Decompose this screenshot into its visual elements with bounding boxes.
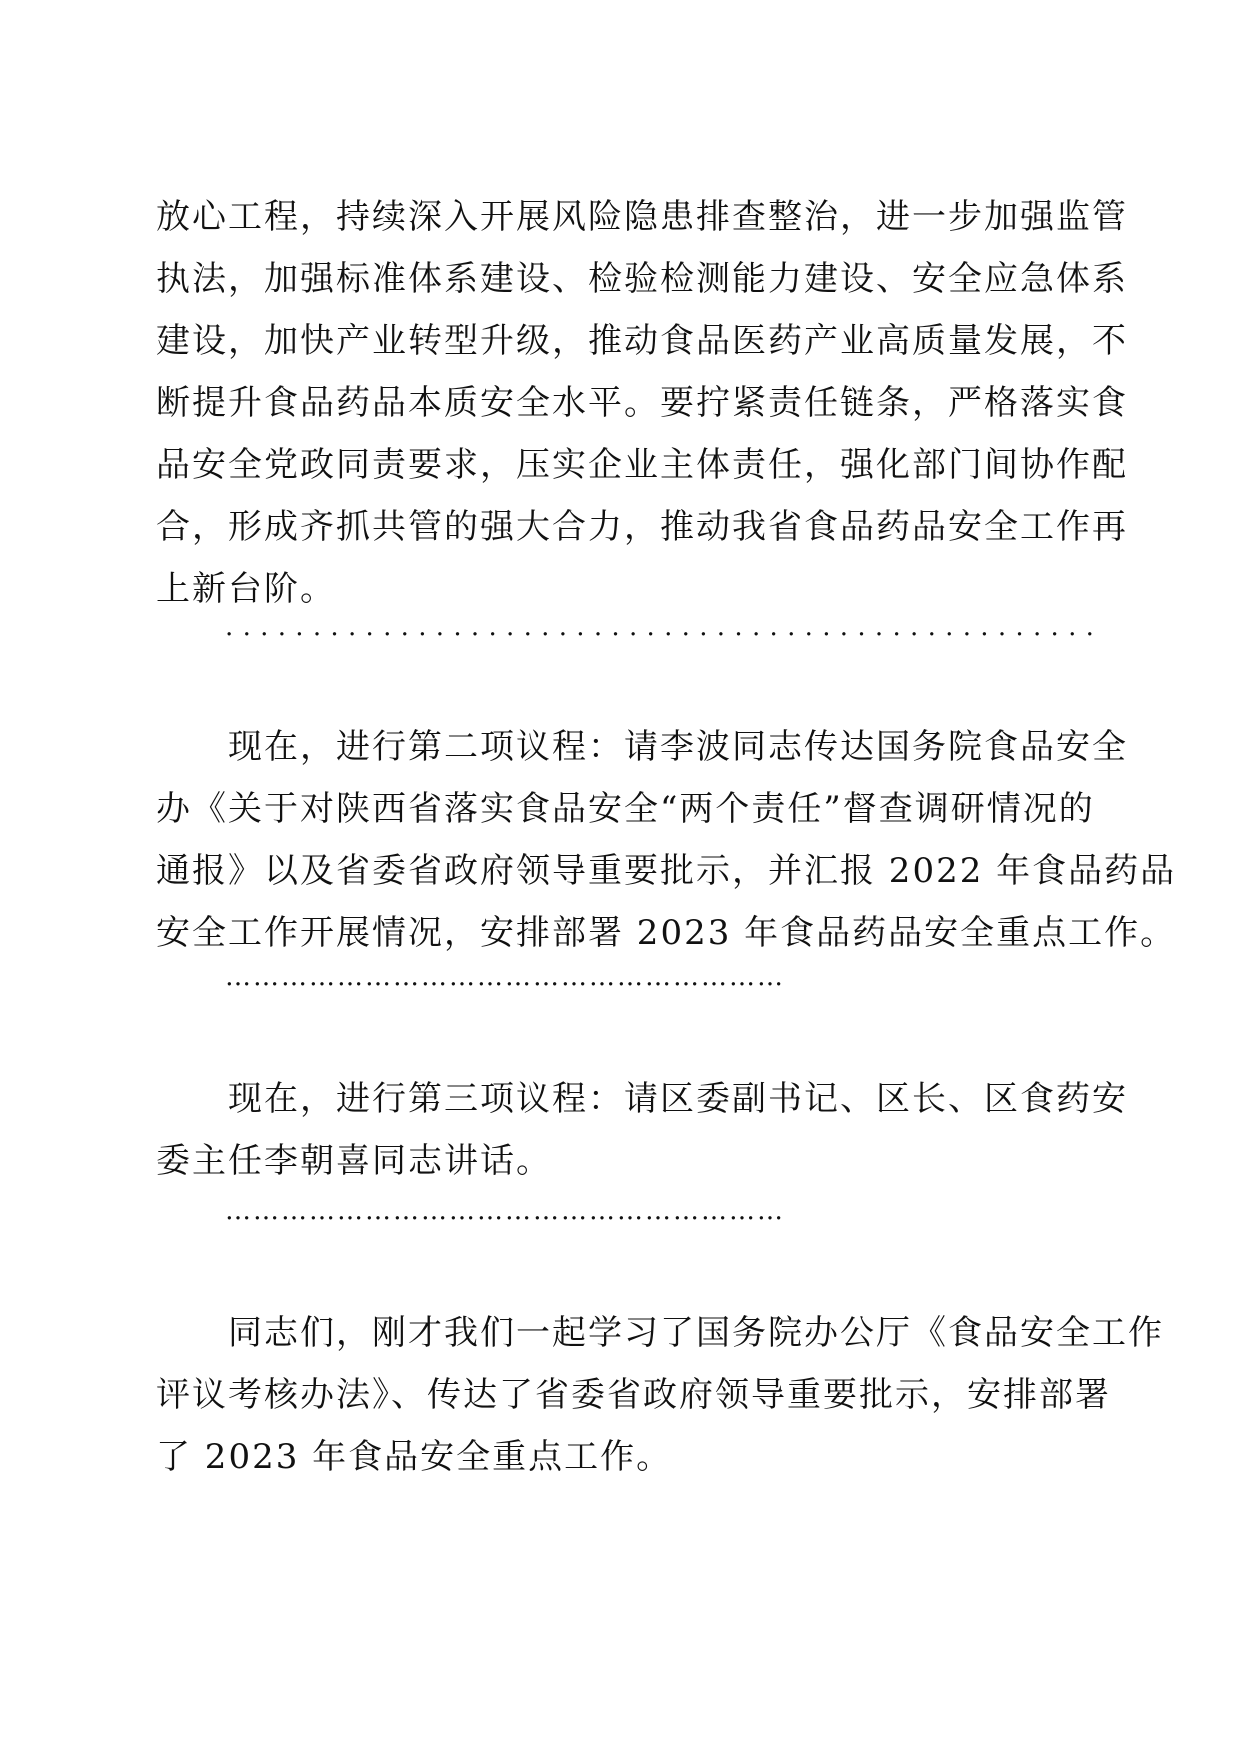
text-line: 现在，进行第三项议程：请区委副书记、区长、区食药安 — [156, 1079, 1128, 1119]
paragraph-2 — [156, 716, 1177, 964]
text-line: 合，形成齐抓共管的强大合力，推动我省食品药品安全工作再 — [156, 507, 1128, 547]
separator-ellipsis: …………………………………………………… — [225, 1196, 785, 1226]
text-line: 同志们，刚才我们一起学习了国务院办公厅《食品安全工作 — [156, 1313, 1164, 1353]
text-line: 执法，加强标准体系建设、检验检测能力建设、安全应急体系 — [156, 259, 1128, 299]
text-line: 评议考核办法》、传达了省委省政府领导重要批示，安排部署 — [156, 1375, 1111, 1415]
text-line: 办《关于对陕西省落实食品安全“两个责任”督查调研情况的 — [156, 789, 1095, 829]
text-line: 断提升食品药品本质安全水平。要拧紧责任链条，严格落实食 — [156, 383, 1128, 423]
text-line: 委主任李朝喜同志讲话。 — [156, 1141, 552, 1181]
text-line: 品安全党政同责要求，压实企业主体责任，强化部门间协作配 — [156, 445, 1128, 485]
text-line: 安全工作开展情况，安排部署 2023 年食品药品安全重点工作。 — [156, 913, 1177, 953]
paragraph-3 — [156, 1068, 1128, 1192]
text-line: 通报》以及省委省政府领导重要批示，并汇报 2022 年食品药品 — [156, 851, 1177, 891]
text-line: 现在，进行第二项议程：请李波同志传达国务院食品安全 — [156, 727, 1128, 767]
paragraph-4 — [156, 1302, 1164, 1488]
text-line: 建设，加快产业转型升级，推动食品医药产业高质量发展，不 — [156, 321, 1128, 361]
text-line: 了 2023 年食品安全重点工作。 — [156, 1437, 673, 1477]
paragraph-1 — [156, 186, 1128, 620]
separator-dots: .................................................. — [225, 612, 1104, 642]
text-line: 上新台阶。 — [156, 569, 336, 609]
separator-ellipsis: …………………………………………………… — [225, 962, 785, 992]
text-line: 放心工程，持续深入开展风险隐患排查整治，进一步加强监管 — [156, 197, 1128, 237]
